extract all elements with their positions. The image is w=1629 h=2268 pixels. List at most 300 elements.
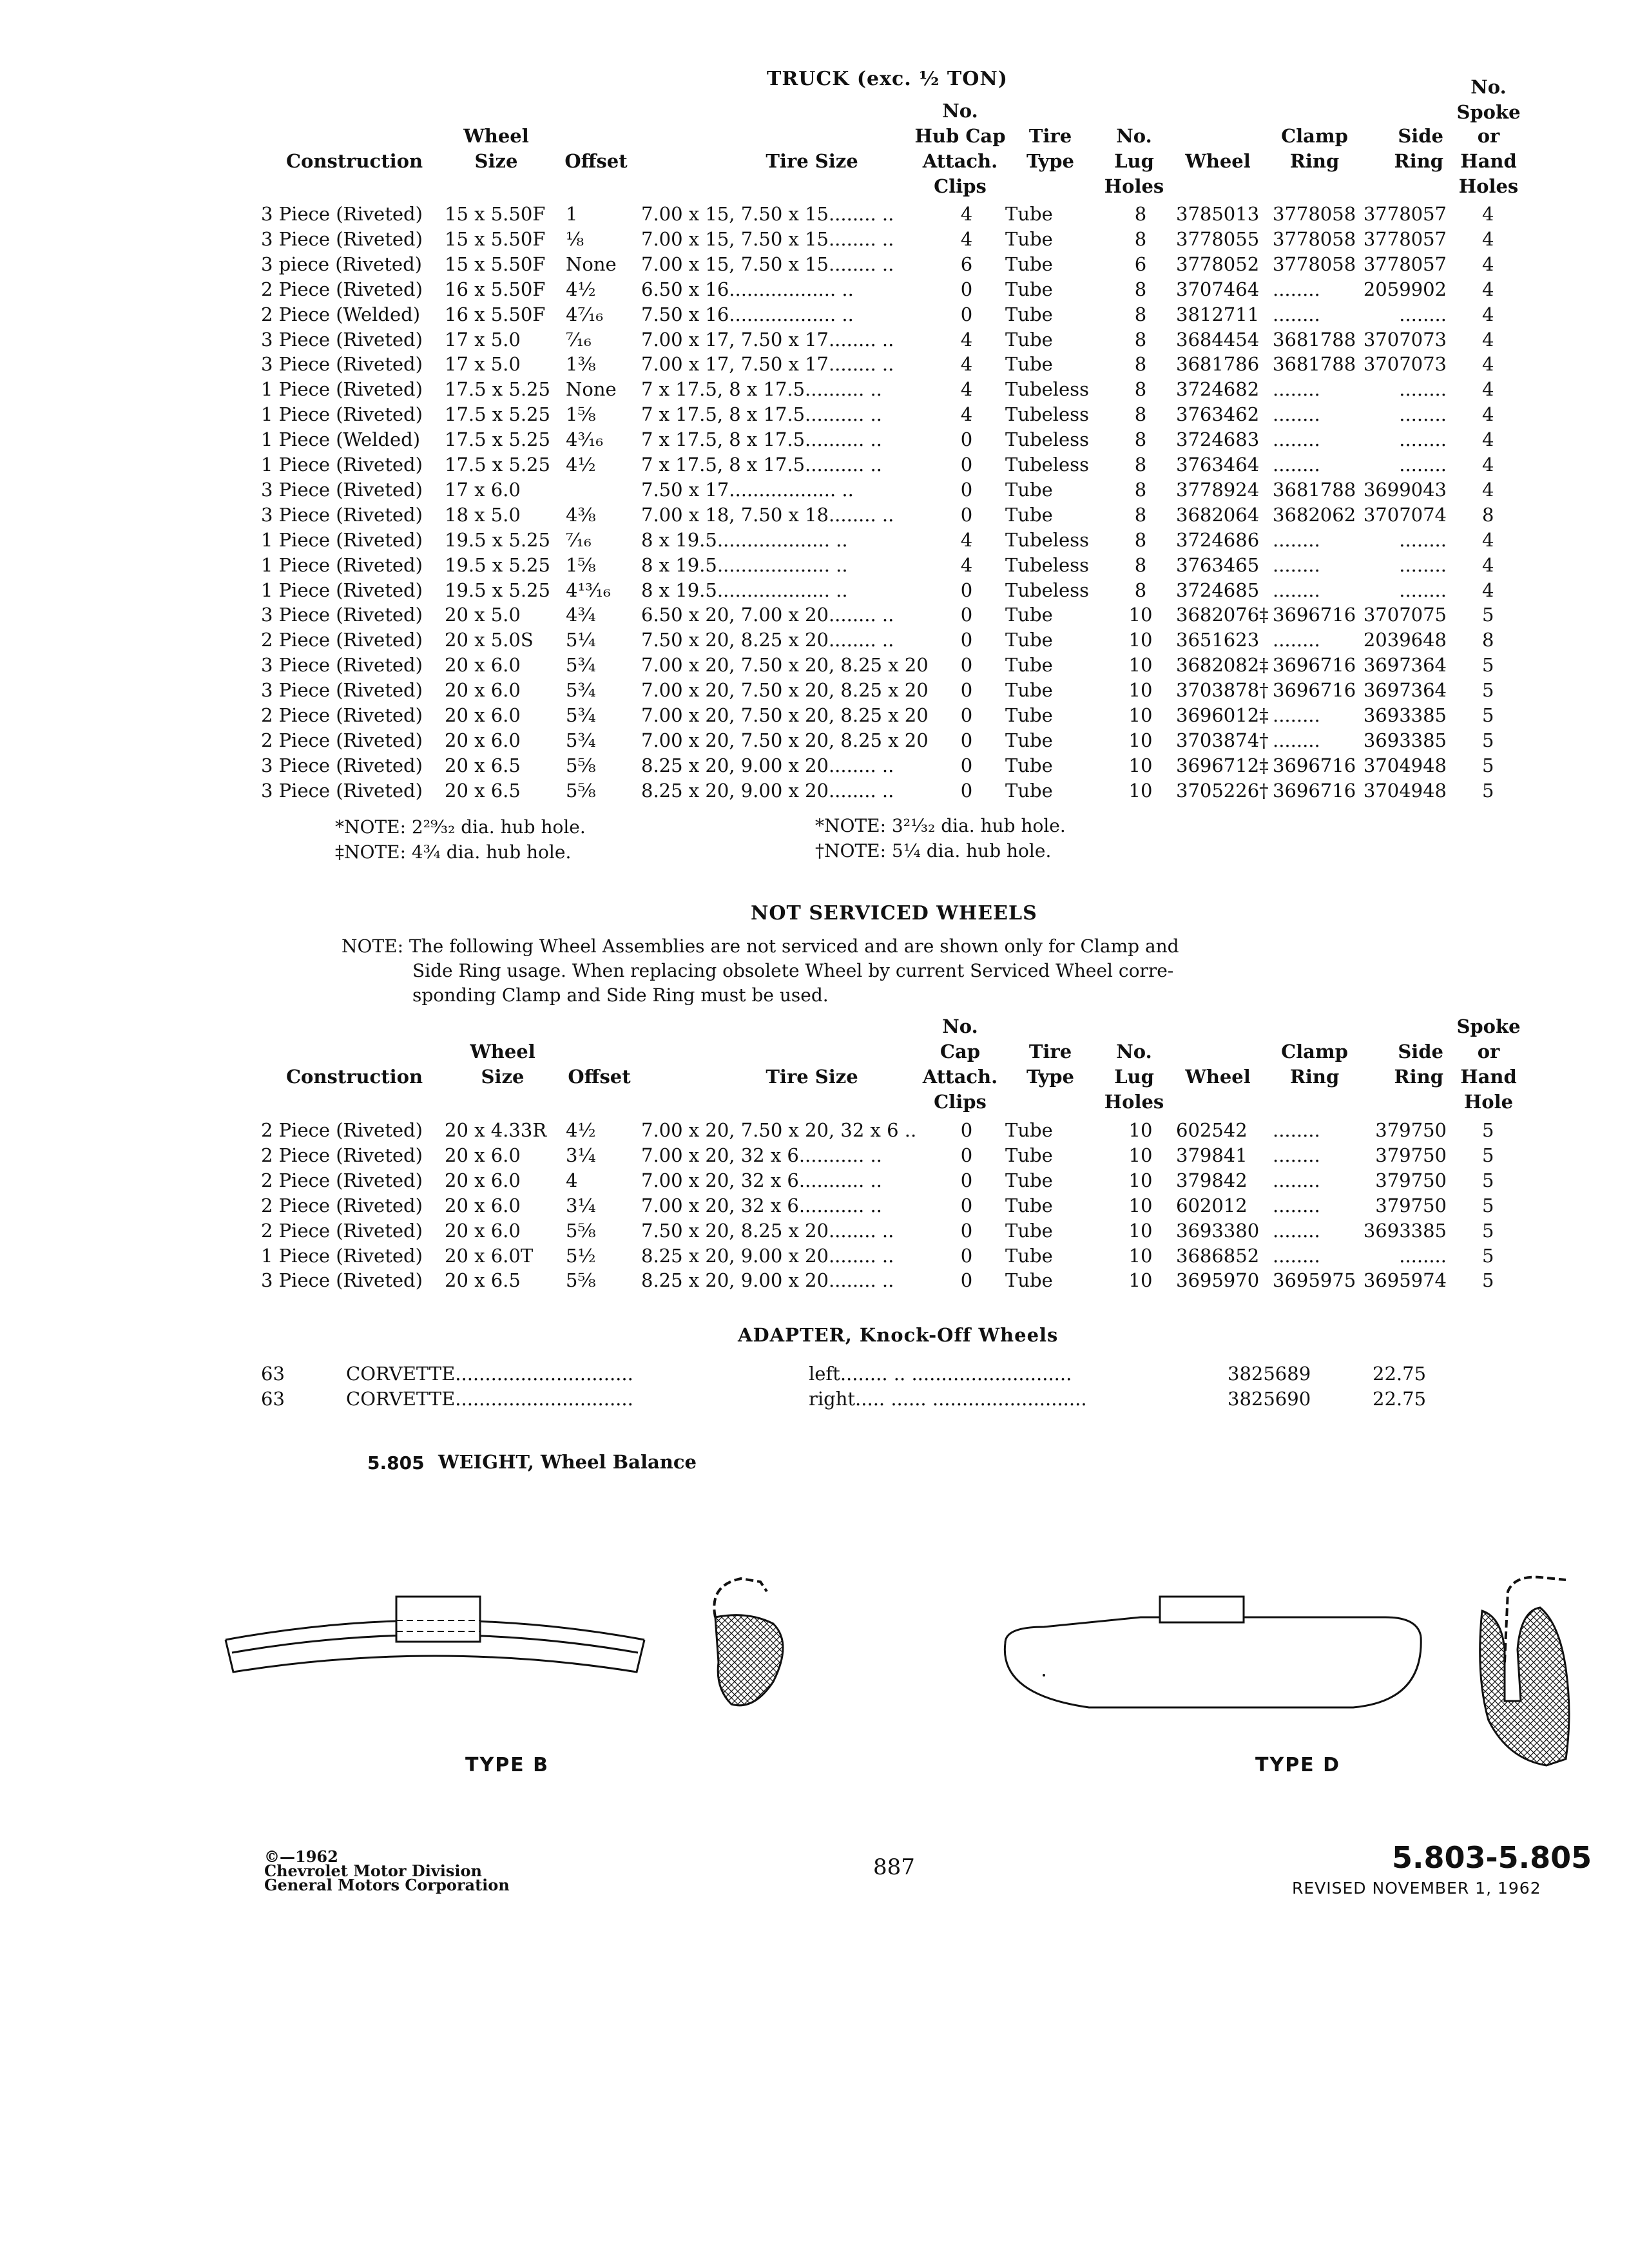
truck-cell-wheel: 3703878†: [1176, 679, 1269, 702]
truck-cell-wheel: 3681786: [1176, 353, 1260, 376]
truck-cell-lug: 8: [1134, 454, 1147, 476]
truck-cell-tire: 8 x 19.5................... ..: [641, 528, 848, 551]
truck-cell-clips: 0: [960, 478, 973, 501]
truck-cell-size: 15 x 5.50F: [445, 227, 546, 250]
truck-cell-side: ........: [1399, 428, 1447, 451]
truck-cell-construction: 1 Piece (Riveted): [261, 403, 423, 426]
not-serviced-cell-wheel: 379841: [1176, 1144, 1248, 1166]
truck-cell-spoke: 5: [1482, 704, 1494, 726]
header-wheel-size-1: Wheel: [463, 125, 529, 147]
not-serviced-cell-size: 20 x 6.0: [445, 1169, 521, 1191]
not-serviced-cell-wheel: 3695970: [1176, 1269, 1260, 1292]
truck-cell-clips: 6: [960, 253, 973, 275]
header-hubcap-2: Hub Cap: [914, 125, 1006, 147]
truck-cell-lug: 6: [1134, 253, 1147, 275]
truck-cell-clips: 4: [960, 553, 973, 576]
not-serviced-cell-lug: 10: [1128, 1144, 1153, 1166]
truck-cell-wheel: 3778924: [1176, 478, 1260, 501]
not-serviced-cell-lug: 10: [1128, 1169, 1153, 1191]
header-hubcap-4: Clips: [934, 175, 987, 197]
truck-cell-spoke: 8: [1482, 629, 1494, 651]
ns-header-tire-size: Tire Size: [766, 1066, 858, 1088]
not-serviced-cell-spoke: 5: [1482, 1244, 1494, 1267]
truck-cell-side: ........: [1399, 454, 1447, 476]
truck-cell-clamp: ........: [1273, 378, 1320, 401]
truck-cell-clips: 0: [960, 679, 973, 702]
not-serviced-cell-side: 379750: [1375, 1119, 1447, 1141]
truck-cell-lug: 8: [1134, 478, 1147, 501]
ns-header-spoke-1: Spoke: [1456, 1015, 1521, 1037]
adapter-cell-price: 22.75: [1373, 1388, 1427, 1410]
ns-header-tire-type-1: Tire: [1028, 1041, 1072, 1062]
truck-cell-size: 15 x 5.50F: [445, 203, 546, 225]
truck-cell-size: 16 x 5.50F: [445, 303, 546, 325]
truck-cell-size: 17.5 x 5.25: [445, 403, 550, 426]
truck-cell-type: Tube: [1005, 227, 1053, 250]
truck-row: [0, 653, 1629, 678]
truck-cell-spoke: 4: [1482, 478, 1494, 501]
truck-cell-tire: 7.00 x 20, 7.50 x 20, 8.25 x 20: [641, 729, 929, 751]
truck-cell-size: 20 x 6.0: [445, 679, 521, 702]
truck-cell-clamp: 3778058: [1273, 253, 1356, 275]
adapter-row: [0, 1387, 1629, 1412]
truck-row: [0, 452, 1629, 477]
truck-cell-wheel: 3651623: [1176, 629, 1260, 651]
truck-cell-construction: 3 Piece (Riveted): [261, 353, 423, 376]
truck-row: [0, 553, 1629, 578]
ns-header-spoke-3: Hand: [1460, 1066, 1517, 1088]
truck-cell-clamp: ........: [1273, 579, 1320, 601]
truck-cell-side: 2059902: [1363, 278, 1447, 300]
adapter-cell-price: 22.75: [1373, 1363, 1427, 1385]
truck-cell-tire: 7.00 x 20, 7.50 x 20, 8.25 x 20: [641, 679, 929, 702]
not-serviced-cell-construction: 2 Piece (Riveted): [261, 1194, 423, 1216]
truck-cell-tire: 7 x 17.5, 8 x 17.5.......... ..: [641, 378, 882, 401]
truck-cell-spoke: 4: [1482, 203, 1494, 225]
truck-cell-spoke: 5: [1482, 729, 1494, 751]
truck-row: [0, 578, 1629, 603]
truck-cell-clamp: ........: [1273, 553, 1320, 576]
truck-cell-spoke: 4: [1482, 353, 1494, 376]
truck-note-2: ‡NOTE: 4¾ dia. hub hole.: [335, 841, 572, 863]
header-hubcap-1: No.: [942, 100, 978, 122]
not-serviced-cell-tire: 7.00 x 20, 32 x 6........... ..: [641, 1144, 882, 1166]
not-serviced-cell-tire: 8.25 x 20, 9.00 x 20........ ..: [641, 1244, 894, 1267]
truck-cell-spoke: 4: [1482, 528, 1494, 551]
truck-cell-tire: 7 x 17.5, 8 x 17.5.......... ..: [641, 403, 882, 426]
truck-cell-spoke: 5: [1482, 654, 1494, 677]
truck-cell-clamp: 3681788: [1273, 328, 1356, 351]
truck-cell-type: Tube: [1005, 503, 1053, 526]
header-spoke-2: Spoke: [1456, 101, 1521, 123]
truck-cell-construction: 2 Piece (Welded): [261, 303, 421, 325]
not-serviced-cell-clips: 0: [960, 1219, 973, 1242]
truck-cell-spoke: 4: [1482, 253, 1494, 275]
ns-header-wheel-size-1: Wheel: [470, 1041, 535, 1062]
truck-cell-side: 3693385: [1363, 704, 1447, 726]
truck-cell-lug: 10: [1128, 754, 1153, 776]
truck-cell-construction: 1 Piece (Riveted): [261, 553, 423, 576]
header-clamp-1: Clamp: [1281, 125, 1348, 147]
not-serviced-cell-offset: 5⅝: [566, 1269, 596, 1292]
truck-cell-lug: 10: [1128, 679, 1153, 702]
not-serviced-row: [0, 1218, 1629, 1244]
not-serviced-cell-spoke: 5: [1482, 1194, 1494, 1216]
not-serviced-cell-construction: 2 Piece (Riveted): [261, 1219, 423, 1242]
truck-cell-wheel: 3682076‡: [1176, 604, 1269, 626]
truck-cell-clips: 0: [960, 604, 973, 626]
truck-cell-wheel: 3812711: [1176, 303, 1260, 325]
truck-note-3: *NOTE: 3²¹⁄₃₂ dia. hub hole.: [815, 815, 1066, 836]
truck-cell-clips: 0: [960, 278, 973, 300]
footer-copyright: ©—1962: [264, 1847, 338, 1866]
not-serviced-cell-type: Tube: [1005, 1144, 1053, 1166]
truck-cell-tire: 7.00 x 15, 7.50 x 15........ ..: [641, 203, 894, 225]
truck-cell-size: 17.5 x 5.25: [445, 378, 550, 401]
section-number: 5.803-5.805: [1392, 1840, 1592, 1875]
truck-cell-type: Tube: [1005, 604, 1053, 626]
truck-cell-tire: 6.50 x 20, 7.00 x 20........ ..: [641, 604, 894, 626]
truck-cell-offset: 4³⁄₁₆: [566, 428, 604, 451]
not-serviced-cell-clamp: ........: [1273, 1169, 1320, 1191]
truck-cell-wheel: 3703874†: [1176, 729, 1269, 751]
truck-cell-clamp: ........: [1273, 704, 1320, 726]
ns-header-cap-2: Cap: [940, 1041, 981, 1062]
not-serviced-cell-construction: 1 Piece (Riveted): [261, 1244, 423, 1267]
truck-cell-clips: 0: [960, 503, 973, 526]
truck-cell-size: 20 x 6.0: [445, 729, 521, 751]
truck-cell-spoke: 4: [1482, 428, 1494, 451]
truck-cell-offset: 5⅝: [566, 754, 596, 776]
truck-cell-spoke: 4: [1482, 553, 1494, 576]
truck-cell-side: ........: [1399, 528, 1447, 551]
not-serviced-cell-clamp: 3695975: [1273, 1269, 1356, 1292]
header-side-2: Ring: [1394, 150, 1443, 172]
ns-header-cap-3: Attach.: [922, 1066, 998, 1088]
truck-cell-wheel: 3763465: [1176, 553, 1260, 576]
truck-cell-wheel: 3682082‡: [1176, 654, 1269, 677]
header-construction: Construction: [285, 150, 423, 172]
truck-cell-tire: 8 x 19.5................... ..: [641, 579, 848, 601]
truck-cell-clips: 0: [960, 704, 973, 726]
truck-cell-type: Tube: [1005, 478, 1053, 501]
truck-cell-type: Tubeless: [1005, 403, 1089, 426]
truck-cell-side: 3707073: [1363, 328, 1447, 351]
truck-cell-wheel: 3724685: [1176, 579, 1260, 601]
truck-cell-clamp: 3778058: [1273, 203, 1356, 225]
page-number: 887: [873, 1854, 915, 1880]
not-serviced-cell-clamp: ........: [1273, 1119, 1320, 1141]
not-serviced-cell-construction: 2 Piece (Riveted): [261, 1144, 423, 1166]
not-serviced-cell-tire: 8.25 x 20, 9.00 x 20........ ..: [641, 1269, 894, 1292]
truck-cell-clamp: 3682062: [1273, 503, 1356, 526]
adapter-cell-part: 3825690: [1228, 1388, 1311, 1410]
truck-cell-side: ........: [1399, 378, 1447, 401]
truck-cell-clamp: 3778058: [1273, 227, 1356, 250]
truck-cell-side: ........: [1399, 403, 1447, 426]
adapter-cell-model: CORVETTE..............................: [346, 1363, 633, 1385]
not-serviced-cell-side: 3693385: [1363, 1219, 1447, 1242]
truck-cell-size: 20 x 5.0: [445, 604, 521, 626]
truck-cell-type: Tubeless: [1005, 528, 1089, 551]
truck-cell-clips: 4: [960, 378, 973, 401]
not-serviced-cell-spoke: 5: [1482, 1219, 1494, 1242]
truck-row: [0, 227, 1629, 252]
truck-section-title: TRUCK (exc. ½ TON): [767, 68, 1008, 90]
truck-cell-size: 19.5 x 5.25: [445, 553, 550, 576]
truck-cell-lug: 10: [1128, 629, 1153, 651]
truck-cell-clips: 0: [960, 754, 973, 776]
not-serviced-cell-clamp: ........: [1273, 1219, 1320, 1242]
truck-cell-offset: 1: [566, 203, 578, 225]
truck-row: [0, 703, 1629, 728]
truck-cell-tire: 7.00 x 15, 7.50 x 15........ ..: [641, 253, 894, 275]
truck-cell-size: 17 x 5.0: [445, 353, 521, 376]
truck-cell-tire: 7 x 17.5, 8 x 17.5.......... ..: [641, 454, 882, 476]
truck-cell-clamp: 3696716: [1273, 604, 1356, 626]
truck-cell-side: 3693385: [1363, 729, 1447, 751]
truck-cell-spoke: 4: [1482, 303, 1494, 325]
truck-cell-clamp: 3696716: [1273, 779, 1356, 802]
not-serviced-cell-type: Tube: [1005, 1194, 1053, 1216]
truck-cell-lug: 10: [1128, 779, 1153, 802]
truck-cell-offset: 4¹³⁄₁₆: [566, 579, 611, 601]
truck-cell-lug: 8: [1134, 428, 1147, 451]
not-serviced-cell-type: Tube: [1005, 1219, 1053, 1242]
header-spoke-1: No.: [1470, 76, 1507, 98]
truck-cell-type: Tubeless: [1005, 454, 1089, 476]
truck-cell-type: Tubeless: [1005, 428, 1089, 451]
truck-cell-type: Tube: [1005, 679, 1053, 702]
truck-cell-offset: None: [566, 378, 617, 401]
truck-row: [0, 503, 1629, 528]
type-d-clip-section-icon: [1469, 1572, 1579, 1778]
truck-cell-side: 3697364: [1363, 654, 1447, 677]
type-d-label: TYPE D: [1255, 1754, 1341, 1776]
truck-cell-spoke: 4: [1482, 378, 1494, 401]
not-serviced-cell-spoke: 5: [1482, 1269, 1494, 1292]
not-serviced-row: [0, 1244, 1629, 1269]
truck-row: [0, 602, 1629, 628]
header-tire-size: Tire Size: [766, 150, 858, 172]
header-offset: Offset: [564, 150, 628, 172]
truck-cell-wheel: 3724682: [1176, 378, 1260, 401]
truck-cell-clamp: ........: [1273, 303, 1320, 325]
not-serviced-cell-offset: 3¼: [566, 1144, 596, 1166]
not-serviced-cell-wheel: 379842: [1176, 1169, 1248, 1191]
truck-cell-size: 17 x 6.0: [445, 478, 521, 501]
truck-cell-construction: 1 Piece (Riveted): [261, 528, 423, 551]
footer-corporation: General Motors Corporation: [264, 1876, 510, 1894]
ns-header-clamp-2: Ring: [1289, 1066, 1340, 1088]
ns-header-offset: Offset: [568, 1066, 631, 1088]
truck-cell-offset: 5¾: [566, 704, 596, 726]
truck-cell-construction: 1 Piece (Riveted): [261, 378, 423, 401]
truck-row: [0, 477, 1629, 503]
not-serviced-cell-type: Tube: [1005, 1169, 1053, 1191]
ns-header-clamp-1: Clamp: [1281, 1041, 1348, 1062]
truck-cell-wheel: 3763462: [1176, 403, 1260, 426]
truck-cell-size: 20 x 6.0: [445, 654, 521, 677]
truck-cell-type: Tube: [1005, 203, 1053, 225]
truck-cell-construction: 3 Piece (Riveted): [261, 654, 423, 677]
adapter-cell-side: left........ .. ...........................: [809, 1363, 1072, 1385]
truck-cell-offset: ⅛: [566, 227, 584, 250]
truck-cell-type: Tube: [1005, 629, 1053, 651]
not-serviced-cell-construction: 2 Piece (Riveted): [261, 1119, 423, 1141]
truck-cell-type: Tube: [1005, 654, 1053, 677]
adapter-row: [0, 1361, 1629, 1387]
truck-cell-side: 3704948: [1363, 754, 1447, 776]
adapter-cell-year: 63: [261, 1388, 285, 1410]
not-serviced-cell-offset: 5½: [566, 1244, 596, 1267]
header-spoke-4: Hand: [1460, 150, 1517, 172]
truck-row: [0, 277, 1629, 302]
truck-cell-spoke: 5: [1482, 604, 1494, 626]
truck-cell-offset: ⁷⁄₁₆: [566, 528, 592, 551]
truck-row: [0, 427, 1629, 452]
truck-cell-clamp: 3681788: [1273, 353, 1356, 376]
truck-cell-wheel: 3763464: [1176, 454, 1260, 476]
truck-cell-tire: 7.00 x 15, 7.50 x 15........ ..: [641, 227, 894, 250]
not-serviced-cell-tire: 7.00 x 20, 32 x 6........... ..: [641, 1194, 882, 1216]
truck-row: [0, 778, 1629, 803]
truck-cell-wheel: 3684454: [1176, 328, 1260, 351]
truck-cell-wheel: 3778055: [1176, 227, 1260, 250]
not-serviced-cell-size: 20 x 6.0: [445, 1144, 521, 1166]
not-serviced-title: NOT SERVICED WHEELS: [751, 902, 1037, 925]
truck-cell-construction: 3 Piece (Riveted): [261, 754, 423, 776]
ns-header-tire-type-2: Type: [1027, 1066, 1074, 1088]
truck-cell-clamp: ........: [1273, 428, 1320, 451]
truck-cell-lug: 8: [1134, 328, 1147, 351]
truck-cell-type: Tube: [1005, 704, 1053, 726]
not-serviced-cell-tire: 7.00 x 20, 32 x 6........... ..: [641, 1169, 882, 1191]
truck-cell-side: 3707073: [1363, 353, 1447, 376]
truck-note-4: †NOTE: 5¼ dia. hub hole.: [815, 840, 1052, 861]
not-serviced-cell-size: 20 x 4.33R: [445, 1119, 547, 1141]
truck-cell-spoke: 4: [1482, 227, 1494, 250]
truck-cell-wheel: 3724686: [1176, 528, 1260, 551]
truck-cell-clips: 0: [960, 579, 973, 601]
truck-cell-tire: 6.50 x 16.................. ..: [641, 278, 854, 300]
truck-row: [0, 302, 1629, 327]
truck-row: [0, 377, 1629, 402]
truck-cell-clips: 0: [960, 428, 973, 451]
truck-cell-construction: 3 Piece (Riveted): [261, 328, 423, 351]
header-wheel: Wheel: [1185, 150, 1251, 172]
truck-cell-wheel: 3682064: [1176, 503, 1260, 526]
truck-cell-side: 3778057: [1363, 253, 1447, 275]
header-wheel-size-2: Size: [474, 150, 518, 172]
truck-cell-tire: 7.50 x 16.................. ..: [641, 303, 854, 325]
truck-cell-tire: 7.50 x 20, 8.25 x 20........ ..: [641, 629, 894, 651]
truck-cell-construction: 3 piece (Riveted): [261, 253, 422, 275]
weight-section-title: WEIGHT, Wheel Balance: [438, 1451, 697, 1473]
truck-cell-clips: 4: [960, 227, 973, 250]
truck-cell-lug: 8: [1134, 303, 1147, 325]
not-serviced-cell-spoke: 5: [1482, 1119, 1494, 1141]
truck-cell-construction: 2 Piece (Riveted): [261, 729, 423, 751]
truck-row: [0, 352, 1629, 377]
truck-cell-size: 20 x 5.0S: [445, 629, 534, 651]
truck-row: [0, 628, 1629, 653]
truck-cell-lug: 8: [1134, 579, 1147, 601]
not-serviced-cell-offset: 4½: [566, 1119, 596, 1141]
truck-cell-spoke: 5: [1482, 754, 1494, 776]
truck-cell-side: 3778057: [1363, 227, 1447, 250]
truck-cell-type: Tube: [1005, 328, 1053, 351]
truck-cell-clamp: ........: [1273, 629, 1320, 651]
ns-header-side-2: Ring: [1394, 1066, 1443, 1088]
type-d-weight-illustration: [992, 1591, 1437, 1720]
not-serviced-cell-clips: 0: [960, 1244, 973, 1267]
truck-cell-size: 20 x 6.5: [445, 754, 521, 776]
truck-cell-type: Tube: [1005, 303, 1053, 325]
truck-cell-type: Tube: [1005, 253, 1053, 275]
truck-cell-clamp: 3681788: [1273, 478, 1356, 501]
truck-cell-size: 15 x 5.50F: [445, 253, 546, 275]
not-serviced-cell-size: 20 x 6.0T: [445, 1244, 534, 1267]
truck-row: [0, 753, 1629, 778]
ns-header-spoke-4: Hole: [1463, 1091, 1514, 1113]
truck-cell-clips: 4: [960, 203, 973, 225]
not-serviced-cell-construction: 3 Piece (Riveted): [261, 1269, 423, 1292]
truck-cell-clips: 0: [960, 629, 973, 651]
truck-cell-spoke: 4: [1482, 579, 1494, 601]
truck-cell-side: 3707074: [1363, 503, 1447, 526]
truck-cell-construction: 3 Piece (Riveted): [261, 503, 423, 526]
truck-cell-spoke: 8: [1482, 503, 1494, 526]
adapter-cell-part: 3825689: [1228, 1363, 1311, 1385]
truck-cell-clamp: 3696716: [1273, 654, 1356, 677]
truck-cell-lug: 8: [1134, 353, 1147, 376]
truck-cell-offset: None: [566, 253, 617, 275]
not-serviced-cell-lug: 10: [1128, 1244, 1153, 1267]
adapter-cell-side: right..... ...... ..........................: [809, 1388, 1087, 1410]
not-serviced-cell-clamp: ........: [1273, 1194, 1320, 1216]
truck-cell-size: 16 x 5.50F: [445, 278, 546, 300]
not-serviced-cell-construction: 2 Piece (Riveted): [261, 1169, 423, 1191]
truck-row: [0, 528, 1629, 553]
truck-cell-offset: 1⅝: [566, 553, 596, 576]
truck-cell-tire: 7.00 x 20, 7.50 x 20, 8.25 x 20: [641, 654, 929, 677]
truck-cell-construction: 2 Piece (Riveted): [261, 629, 423, 651]
adapter-title: ADAPTER, Knock-Off Wheels: [738, 1324, 1059, 1346]
truck-cell-wheel: 3785013: [1176, 203, 1260, 225]
truck-cell-clamp: ........: [1273, 454, 1320, 476]
truck-cell-clips: 0: [960, 779, 973, 802]
not-serviced-cell-tire: 7.50 x 20, 8.25 x 20........ ..: [641, 1219, 894, 1242]
truck-cell-clamp: 3696716: [1273, 679, 1356, 702]
truck-cell-lug: 8: [1134, 278, 1147, 300]
not-serviced-cell-clamp: ........: [1273, 1144, 1320, 1166]
not-serviced-note-2: Side Ring usage. When replacing obsolete Wheel by current Serviced Wheel corre-: [412, 960, 1174, 981]
truck-cell-lug: 10: [1128, 604, 1153, 626]
truck-cell-type: Tube: [1005, 729, 1053, 751]
truck-cell-clips: 0: [960, 303, 973, 325]
truck-cell-clamp: ........: [1273, 278, 1320, 300]
truck-cell-tire: 8.25 x 20, 9.00 x 20........ ..: [641, 779, 894, 802]
not-serviced-row: [0, 1118, 1629, 1143]
not-serviced-cell-wheel: 602012: [1176, 1194, 1248, 1216]
not-serviced-cell-type: Tube: [1005, 1269, 1053, 1292]
truck-cell-lug: 8: [1134, 227, 1147, 250]
truck-cell-clips: 4: [960, 353, 973, 376]
header-tire-type-1: Tire: [1028, 125, 1072, 147]
truck-cell-side: 3704948: [1363, 779, 1447, 802]
truck-cell-clips: 0: [960, 654, 973, 677]
